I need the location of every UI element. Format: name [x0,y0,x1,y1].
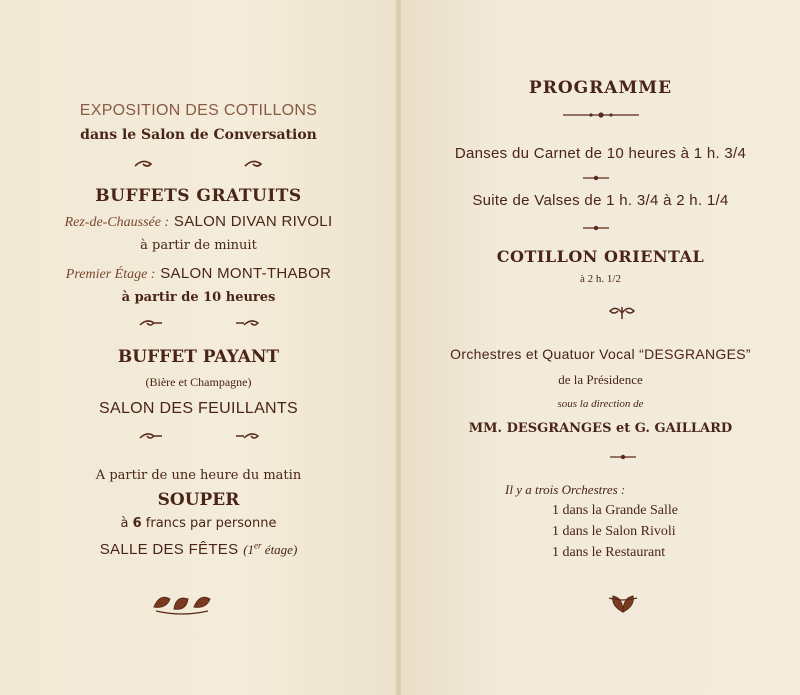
right-page [401,0,800,695]
etage-superscript: er [254,540,262,551]
buffets-gratuits-title: BUFFETS GRATUITS [95,186,302,206]
presidence-line: de la Présidence [558,372,643,387]
orchestre-list-item: 1 dans le Salon Rivoli [552,524,676,539]
programme-title: PROGRAMME [528,78,673,98]
directeurs-line: MM. DESGRANGES et G. GAILLARD [468,421,733,436]
buffet-payant-sub: (Bière et Champagne) [145,375,252,389]
rdc-time: à partir de minuit [140,238,257,253]
souper-price-suffix: francs par personne [145,516,277,531]
left-page [0,0,397,695]
paren-open: ( [243,542,248,557]
souper-title: SOUPER [157,490,240,510]
souper-etage [243,542,297,557]
etage-number: 1 [247,542,255,557]
premier-time: à partir de 10 heures [121,290,276,305]
vine-ornament-icon [138,430,260,444]
dash-ornament-icon [582,225,610,231]
souper-price [0,516,397,531]
etage-word: étage) [264,542,298,557]
expo-title: EXPOSITION DES COTILLONS [79,102,318,119]
souper-salle: SALLE DES FÊTES [99,541,239,558]
buffet-payant-salon: SALON DES FEUILLANTS [99,400,298,417]
souper-price-number: 6 [132,516,142,531]
leaf-ornament-icon [607,590,639,614]
dash-ornament-icon [582,175,610,181]
rule-ornament-icon [561,110,641,120]
orchestre-list-item: 1 dans la Grande Salle [552,503,678,518]
buffet-payant-title: BUFFET PAYANT [117,347,280,367]
souper-time: A partir de une heure du matin [95,468,302,483]
expo-sub: dans le Salon de Conversation [80,127,317,143]
danses-line: Danses du Carnet de 10 heures à 1 h. 3/4 [454,145,747,162]
premier-salon: SALON MONT-THABOR [160,265,332,282]
valses-line: Suite de Valses de 1 h. 3/4 à 2 h. 1/4 [472,192,729,209]
vine-ornament-icon [138,317,260,331]
leaf-ornament-icon [152,591,212,615]
souper-price-prefix: à [120,516,129,531]
cotillon-title: COTILLON ORIENTAL [496,247,705,266]
scroll-ornament-icon [607,304,637,322]
trois-orchestres: Il y a trois Orchestres : [505,482,626,497]
cotillon-time: à 2 h. 1/2 [580,273,621,285]
dash-ornament-icon [609,454,637,460]
souper-salle-line [0,540,397,558]
premier-line [0,264,397,283]
rdc-label: Rez-de-Chaussée : [64,215,170,230]
orchestre-list-item: 1 dans le Restaurant [552,545,666,560]
rdc-salon: SALON DIVAN RIVOLI [173,213,333,230]
premier-label: Premier Étage : [65,267,156,282]
orchestres-line: Orchestres et Quatuor Vocal “DESGRANGES” [450,346,751,362]
rdc-line [0,212,397,231]
vine-ornament-icon [133,157,263,173]
direction-line: sous la direction de [557,398,644,410]
